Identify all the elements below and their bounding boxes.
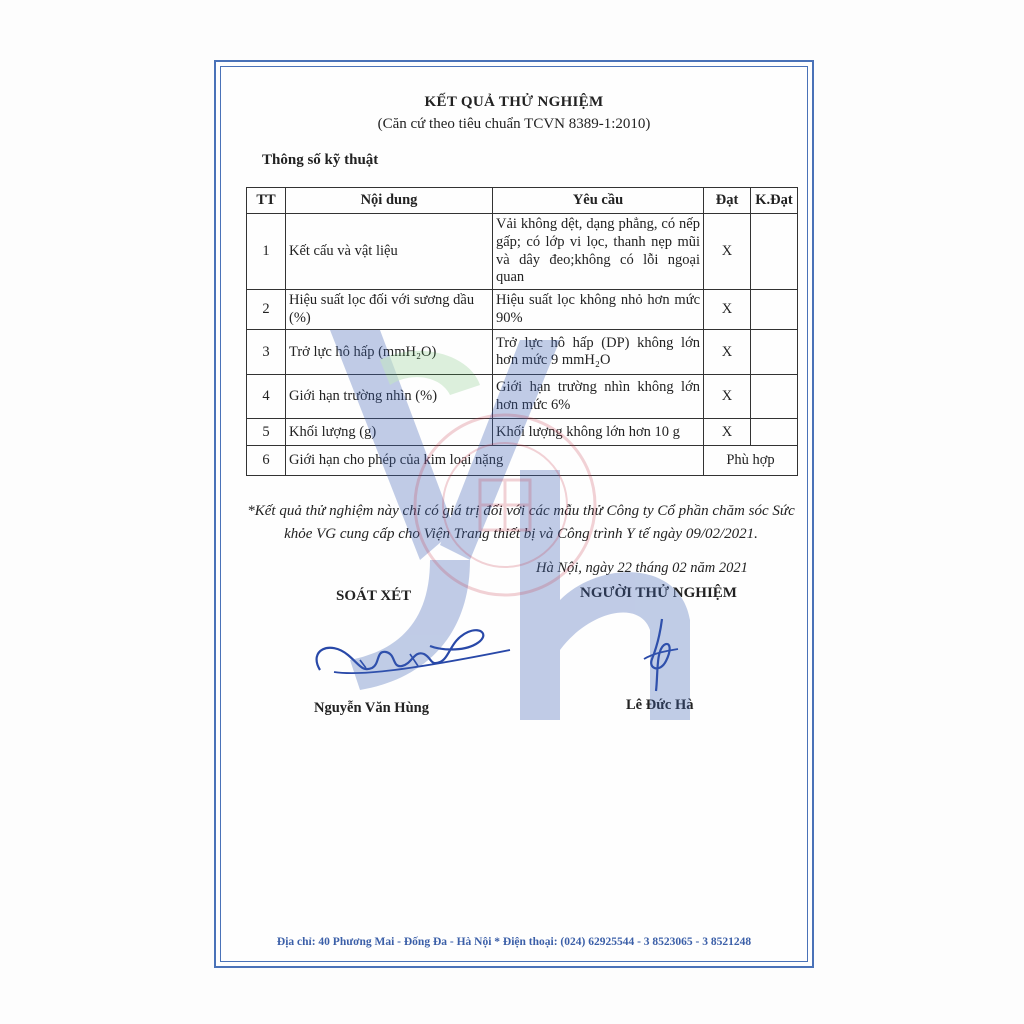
page-subtitle: (Căn cứ theo tiêu chuẩn TCVN 8389-1:2010) bbox=[377, 116, 651, 132]
row-content: Trở lực hô hấp (mmH₂O) bbox=[286, 330, 493, 375]
table-row bbox=[247, 419, 798, 446]
row-result: Phù hợp bbox=[704, 446, 798, 476]
page-title: KẾT QUẢ THỬ NGHIỆM bbox=[424, 94, 604, 110]
reviewer-name: Nguyễn Văn Hùng bbox=[314, 700, 429, 716]
row-fail bbox=[751, 290, 798, 330]
row-requirement: Khối lượng không lớn hơn 10 g bbox=[493, 419, 704, 446]
header-pass: Đạt bbox=[704, 188, 751, 214]
row-pass: X bbox=[704, 375, 751, 419]
row-pass: X bbox=[704, 330, 751, 375]
table-row bbox=[247, 214, 798, 290]
row-fail bbox=[751, 330, 798, 375]
header-content: Nội dung bbox=[286, 188, 493, 214]
row-content: Hiệu suất lọc đối với sương dầu (%) bbox=[286, 290, 493, 330]
row-requirement: Vải không dệt, dạng phẳng, có nếp gấp; có lớp vi lọc, thanh nẹp mũi và dây đeo;không có lỗi ngoại quan bbox=[493, 214, 704, 290]
row-tt: 5 bbox=[247, 419, 286, 446]
table-header-row bbox=[247, 188, 798, 214]
row-content: Giới hạn cho phép của kim loại nặng bbox=[286, 446, 704, 476]
header-requirement: Yêu cầu bbox=[493, 188, 704, 214]
header-tt: TT bbox=[247, 188, 286, 214]
row-content: Kết cấu và vật liệu bbox=[286, 214, 493, 290]
place-date: Hà Nội, ngày 22 tháng 02 năm 2021 bbox=[536, 560, 748, 576]
row-tt: 4 bbox=[247, 375, 286, 419]
row-content: Khối lượng (g) bbox=[286, 419, 493, 446]
table-row bbox=[247, 330, 798, 375]
row-content: Giới hạn trường nhìn (%) bbox=[286, 375, 493, 419]
row-tt: 2 bbox=[247, 290, 286, 330]
header-fail: K.Đạt bbox=[751, 188, 798, 214]
row-requirement: Trở lực hô hấp (DP) không lớn hơn mức 9 mmH₂O bbox=[493, 330, 704, 375]
tester-title: NGƯỜI THỬ NGHIỆM bbox=[580, 585, 737, 601]
row-fail bbox=[751, 214, 798, 290]
row-pass: X bbox=[704, 214, 751, 290]
row-pass: X bbox=[704, 290, 751, 330]
result-note: *Kết quả thử nghiệm này chỉ có giá trị đối với các mẫu thử Công ty Cổ phần chăm sóc Sức khỏe VG cung cấp cho Viện Trang thiết bị và Công trình Y tế ngày 09/02/2021. bbox=[247, 503, 795, 542]
row-pass: X bbox=[704, 419, 751, 446]
table-row bbox=[247, 446, 798, 476]
row-tt: 3 bbox=[247, 330, 286, 375]
row-fail bbox=[751, 419, 798, 446]
table-row bbox=[247, 290, 798, 330]
row-tt: 6 bbox=[247, 446, 286, 476]
row-requirement: Hiệu suất lọc không nhỏ hơn mức 90% bbox=[493, 290, 704, 330]
tester-name: Lê Đức Hà bbox=[626, 697, 694, 713]
footer-address: Địa chỉ: 40 Phương Mai - Đống Đa - Hà Nội * Điện thoại: (024) 62925544 - 3 8523065 - 3 8521248 bbox=[276, 936, 752, 948]
row-fail bbox=[751, 375, 798, 419]
section-heading: Thông số kỹ thuật bbox=[262, 152, 379, 168]
table-row bbox=[247, 375, 798, 419]
row-tt: 1 bbox=[247, 214, 286, 290]
reviewer-signature bbox=[300, 610, 520, 690]
spec-table bbox=[246, 187, 798, 476]
row-requirement: Giới hạn trường nhìn không lớn hơn mức 6% bbox=[493, 375, 704, 419]
reviewer-title: SOÁT XÉT bbox=[336, 588, 412, 604]
tester-signature bbox=[630, 615, 690, 695]
